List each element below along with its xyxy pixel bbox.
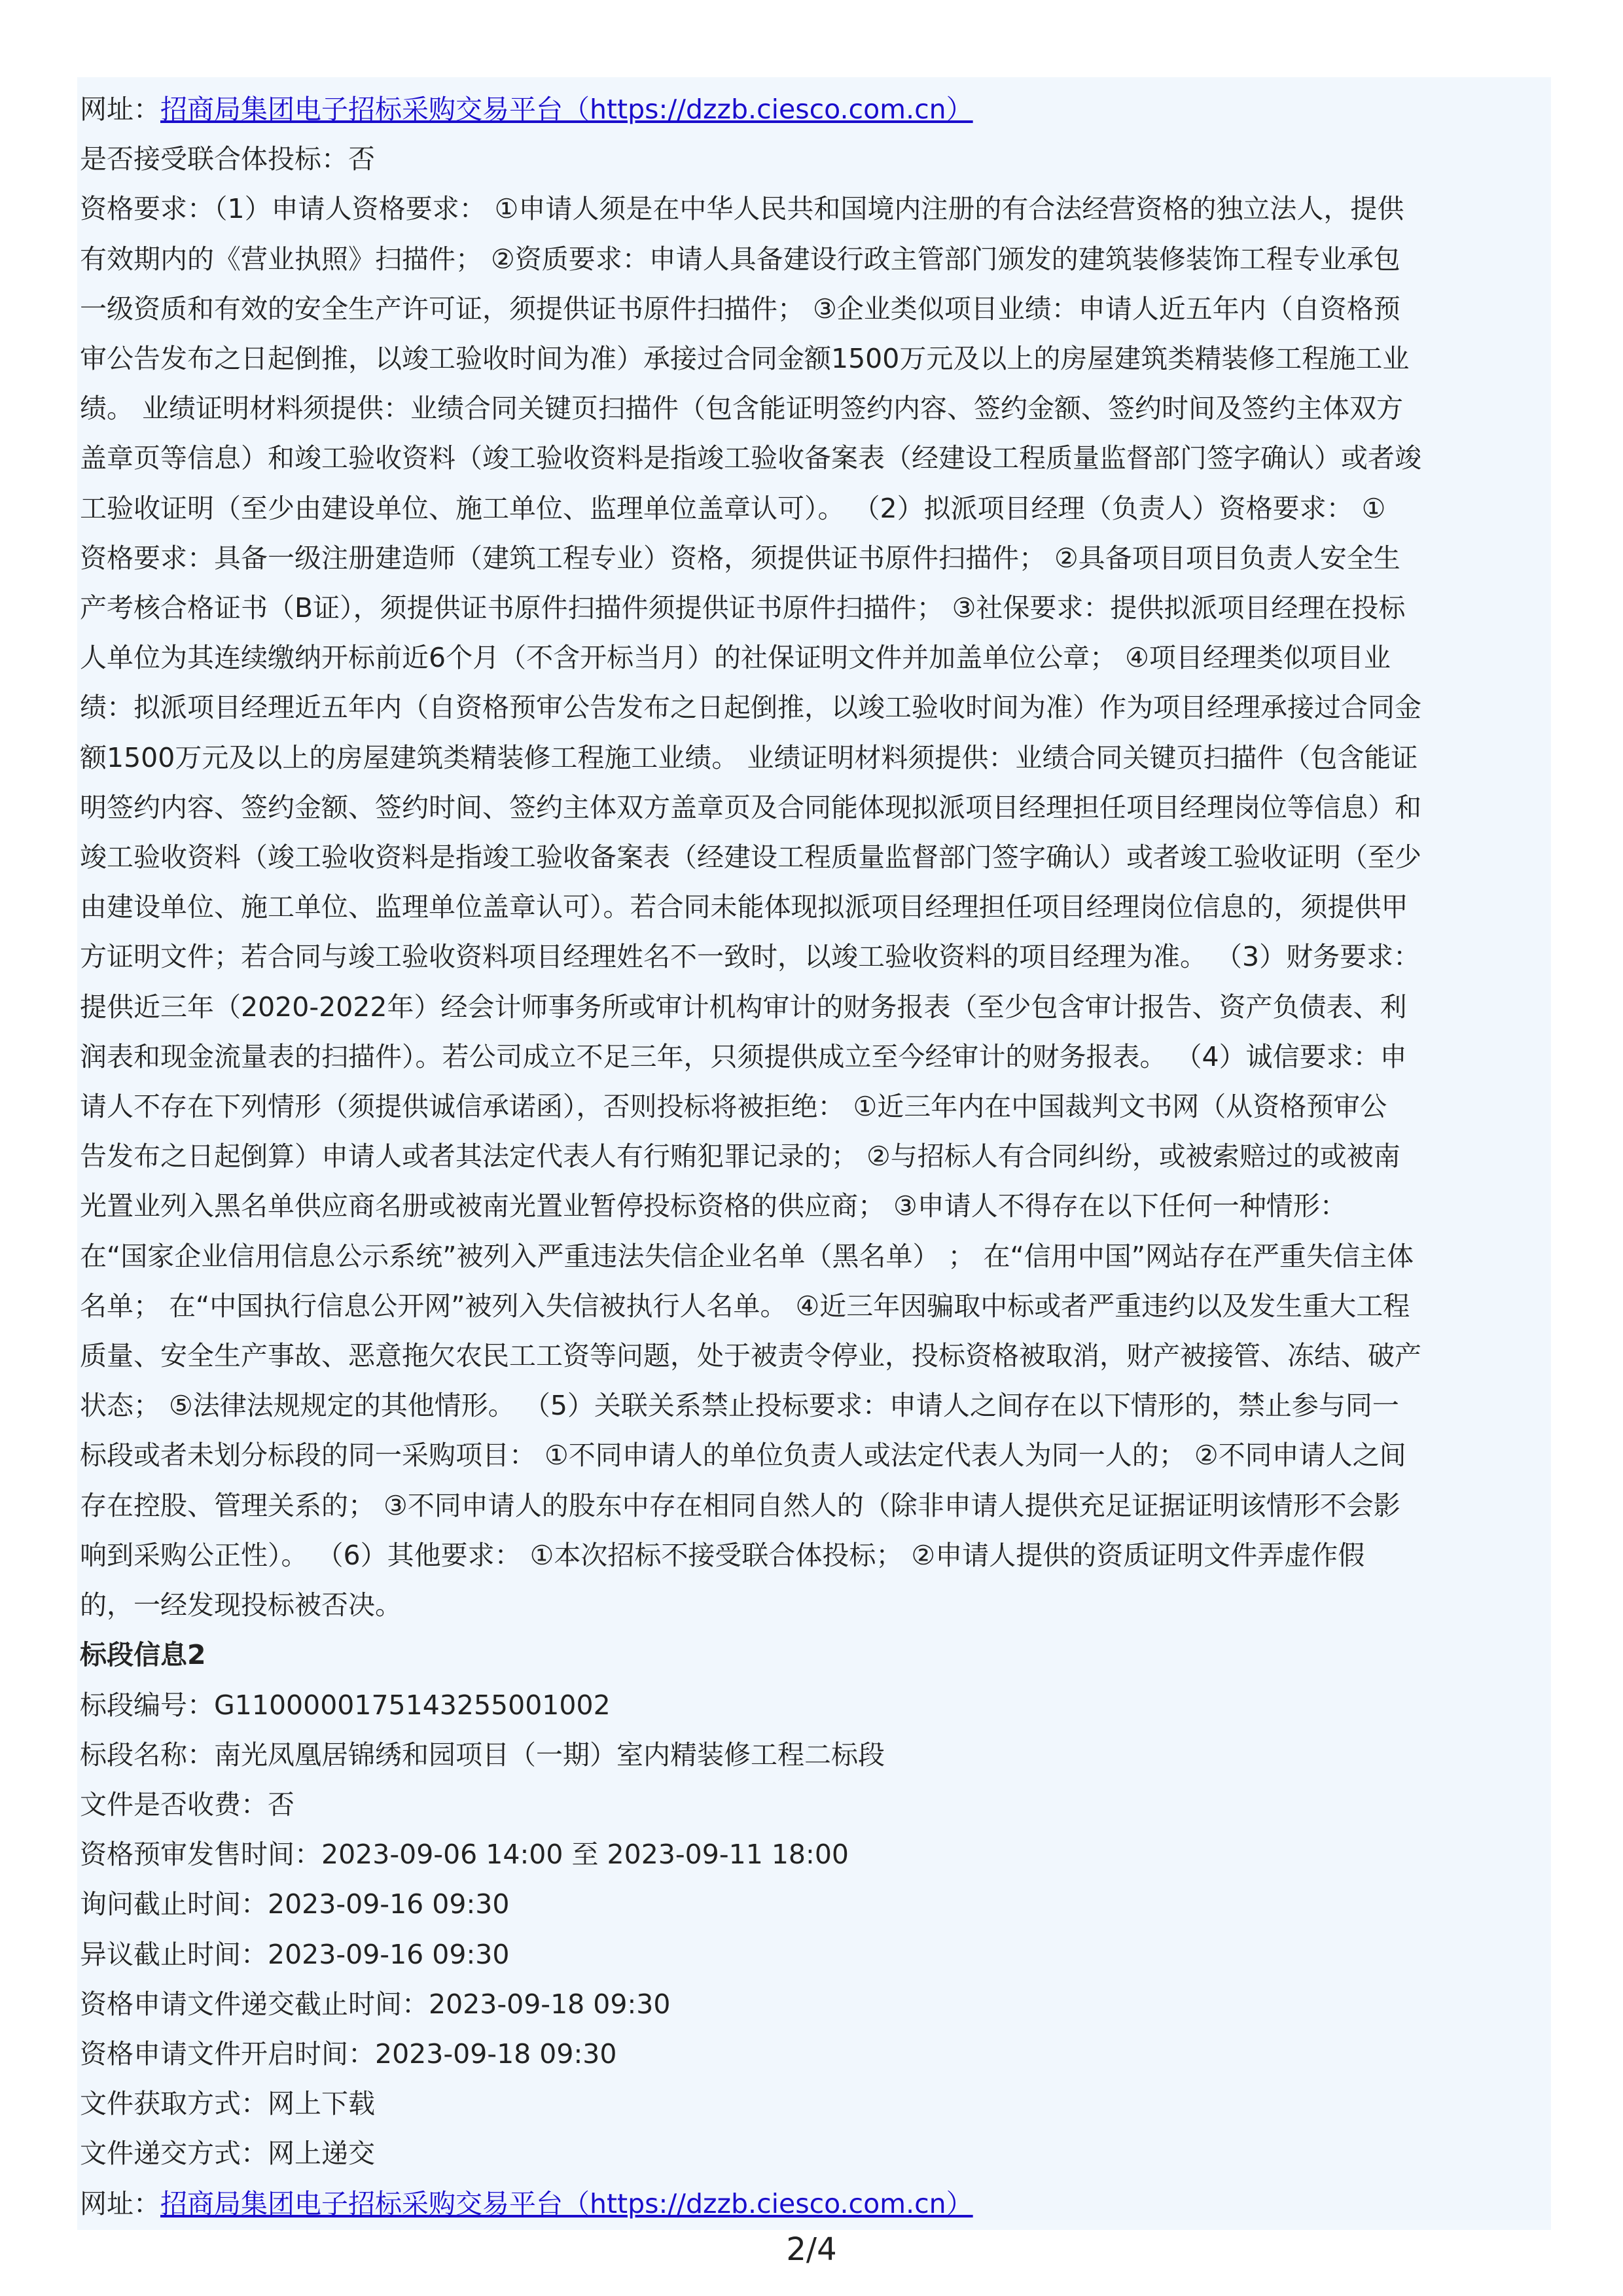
qualification-line: 标段或者未划分标段的同一采购项目： ①不同申请人的单位负责人或法定代表人为同一人的； ②不同申请人之间 (80, 1439, 1406, 1472)
qualification-line: 产考核合格证书（B证），须提供证书原件扫描件须提供证书原件扫描件； ③社保要求：提供拟派项目经理在投标 (80, 592, 1406, 624)
website-label: 网址： (80, 2187, 160, 2219)
qualification-line: 人单位为其连续缴纳开标前近6个月（不含开标当月）的社保证明文件并加盖单位公章； ④项目经理类似项目业 (80, 642, 1391, 674)
qualification-line: 竣工验收资料（竣工验收资料是指竣工验收备案表（经建设工程质量监督部门签字确认）或者竣工验收证明（至少 (80, 841, 1421, 874)
field-objection-deadline: 异议截止时间：2023-09-16 09:30 (80, 1938, 510, 1970)
field-sale-period: 资格预审发售时间：2023-09-06 14:00 至 2023-09-11 18:00 (80, 1839, 849, 1871)
qualification-line: 状态； ⑤法律法规规定的其他情形。 （5）关联关系禁止投标要求：申请人之间存在以下情形的，禁止参与同一 (80, 1390, 1399, 1422)
consortium-row: 是否接受联合体投标：否 (80, 143, 375, 175)
qualification-line: 盖章页等信息）和竣工验收资料（竣工验收资料是指竣工验收备案表（经建设工程质量监督部门签字确认）或者竣 (80, 442, 1421, 474)
website-link[interactable]: 招商局集团电子招标采购交易平台（https://dzzb.ciesco.com.cn） (160, 94, 973, 125)
qualification-line: 请人不存在下列情形（须提供诚信承诺函），否则投标将被拒绝： ①近三年内在中国裁判文书网（从资格预审公 (80, 1091, 1387, 1123)
qualification-line: 提供近三年（2020-2022年）经会计师事务所或审计机构审计的财务报表（至少包含审计报告、资产负债表、利 (80, 991, 1407, 1023)
qualification-line: 润表和现金流量表的扫描件）。若公司成立不足三年，只须提供成立至今经审计的财务报表。 （4）诚信要求：申 (80, 1040, 1407, 1072)
qualification-line: 审公告发布之日起倒推，以竣工验收时间为准）承接过合同金额1500万元及以上的房屋建筑类精装修工程施工业 (80, 343, 1410, 375)
qualification-line: 告发布之日起倒算）申请人或者其法定代表人有行贿犯罪记录的； ②与招标人有合同纠纷，或被索赔过的或被南 (80, 1140, 1400, 1173)
qualification-line: 绩。 业绩证明材料须提供：业绩合同关键页扫描件（包含能证明签约内容、签约金额、签约时间及签约主体双方 (80, 393, 1404, 425)
field-opening-time: 资格申请文件开启时间：2023-09-18 09:30 (80, 2038, 617, 2070)
field-submission-method: 文件递交方式：网上递交 (80, 2138, 375, 2170)
field-acquisition-method: 文件获取方式：网上下载 (80, 2088, 375, 2120)
qualification-line: 资格要求：具备一级注册建造师（建筑工程专业）资格，须提供证书原件扫描件； ②具备项目项目负责人安全生 (80, 542, 1400, 574)
qualification-line: 质量、安全生产事故、恶意拖欠农民工工资等问题，处于被责令停业，投标资格被取消，财产被接管、冻结、破产 (80, 1340, 1421, 1372)
section-heading: 标段信息2 (80, 1639, 206, 1671)
qualification-line: 方证明文件；若合同与竣工验收资料项目经理姓名不一致时，以竣工验收资料的项目经理为准。 （3）财务要求： (80, 941, 1421, 973)
qualification-line: 绩：拟派项目经理近五年内（自资格预审公告发布之日起倒推，以竣工验收时间为准）作为项目经理承接过合同金 (80, 692, 1421, 724)
field-inquiry-deadline: 询问截止时间：2023-09-16 09:30 (80, 1888, 510, 1920)
qualification-line: 工验收证明（至少由建设单位、施工单位、监理单位盖章认可）。 （2）拟派项目经理（负责人）资格要求： ① (80, 492, 1386, 524)
website-link[interactable]: 招商局集团电子招标采购交易平台（https://dzzb.ciesco.com.cn） (160, 2187, 973, 2219)
field-fee: 文件是否收费：否 (80, 1788, 294, 1820)
qualification-line: 光置业列入黑名单供应商名册或被南光置业暂停投标资格的供应商； ③申请人不得存在以下任何一种情形： (80, 1190, 1347, 1222)
page-number: 2/4 (786, 2231, 837, 2268)
field-lot-name: 标段名称：南光凤凰居锦绣和园项目（一期）室内精装修工程二标段 (80, 1739, 885, 1771)
qualification-line: 明签约内容、签约金额、签约时间、签约主体双方盖章页及合同能体现拟派项目经理担任项目经理岗位等信息）和 (80, 791, 1421, 823)
qualification-line: 的，一经发现投标被否决。 (80, 1589, 402, 1621)
qualification-line: 额1500万元及以上的房屋建筑类精装修工程施工业绩。 业绩证明材料须提供：业绩合同关键页扫描件（包含能证 (80, 741, 1418, 773)
website-row (80, 2179, 1548, 2229)
qualification-line: 资格要求：（1）申请人资格要求： ①申请人须是在中华人民共和国境内注册的有合法经营资格的独立法人，提供 (80, 193, 1404, 225)
qualification-line: 一级资质和有效的安全生产许可证，须提供证书原件扫描件； ③企业类似项目业绩：申请人近五年内（自资格预 (80, 292, 1400, 325)
website-row (80, 84, 1548, 134)
field-lot-number: 标段编号：G1100000175143255001002 (80, 1689, 611, 1721)
website-label: 网址： (80, 94, 160, 125)
qualification-line: 有效期内的《营业执照》扫描件； ②资质要求：申请人具备建设行政主管部门颁发的建筑装修装饰工程专业承包 (80, 243, 1400, 275)
qualification-line: 名单； 在“中国执行信息公开网”被列入失信被执行人名单。 ④近三年因骗取中标或者严重违约以及发生重大工程 (80, 1290, 1410, 1322)
qualification-line: 由建设单位、施工单位、监理单位盖章认可）。若合同未能体现拟派项目经理担任项目经理岗位信息的，须提供甲 (80, 891, 1408, 923)
field-submission-deadline: 资格申请文件递交截止时间：2023-09-18 09:30 (80, 1988, 671, 2020)
document-body (77, 77, 1551, 2230)
qualification-line: 存在控股、管理关系的； ③不同申请人的股东中存在相同自然人的（除非申请人提供充足证据证明该情形不会影 (80, 1489, 1400, 1521)
qualification-line: 响到采购公正性）。 （6）其他要求： ①本次招标不接受联合体投标； ②申请人提供的资质证明文件弄虚作假 (80, 1539, 1365, 1571)
qualification-line: 在“国家企业信用信息公示系统”被列入严重违法失信企业名单（黑名单） ； 在“信用中国”网站存在严重失信主体 (80, 1240, 1414, 1272)
